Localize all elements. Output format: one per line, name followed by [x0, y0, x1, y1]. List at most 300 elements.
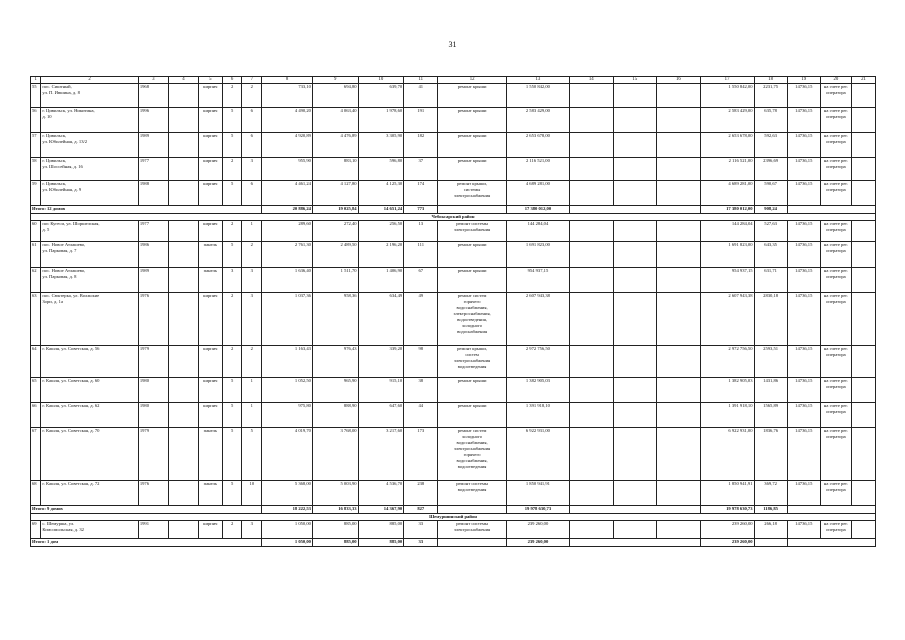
cell-year: 1979	[138, 428, 168, 481]
cell-spec: 631,71	[754, 268, 787, 293]
cell-c15	[613, 181, 657, 206]
subtotal-sum: 19 978 630,73	[700, 506, 754, 514]
cell-a2: 2 489,50	[312, 242, 358, 268]
cell-a3: 3 305,90	[358, 133, 404, 158]
cell-max: 14736,15	[787, 521, 820, 539]
cell-mat: кирпич	[198, 133, 222, 158]
page-number: 31	[448, 40, 457, 49]
subtotal-label: Итого: 9 домов	[31, 506, 262, 514]
cell-res: 182	[404, 133, 438, 158]
cell-c16	[657, 428, 701, 481]
cell-max: 14736,15	[787, 403, 820, 428]
cell-max: 14736,15	[787, 108, 820, 133]
table-row	[31, 428, 876, 481]
table-row	[31, 481, 876, 506]
cell-empty	[851, 346, 875, 378]
cell-a3: 885,00	[358, 521, 404, 539]
cell-acc: на счете рег. оператора	[820, 481, 851, 506]
cell-mat: кирпич	[198, 181, 222, 206]
cell-max: 14736,15	[787, 428, 820, 481]
cell-fl: 5	[222, 481, 242, 506]
cell-acc: на счете рег. оператора	[820, 108, 851, 133]
cell-sum: 1 850 941,91	[700, 481, 754, 506]
cell-a1: 289,60	[262, 221, 313, 242]
cell-spec: 635,78	[754, 108, 787, 133]
cell-year: 1968	[138, 84, 168, 108]
cell-res: 191	[404, 108, 438, 133]
cell-addr: г. Цивильск, ул. Никитина, д. 10	[41, 108, 138, 133]
cell-empty	[851, 481, 875, 506]
cell-a3: 4 125,30	[358, 181, 404, 206]
cell-a3: 3 217,60	[358, 428, 404, 481]
cell-addr: пос. Сюктерка, ул. Волжские Зори, д. 1а	[41, 293, 138, 346]
column-number: 11	[404, 77, 438, 84]
cell-a1: 1 163,43	[262, 346, 313, 378]
district-header-row	[31, 214, 876, 221]
cell-sum: 2 653 678,00	[700, 133, 754, 158]
cell-year: 1989	[138, 268, 168, 293]
cell-c4	[168, 346, 198, 378]
column-number: 14	[570, 77, 614, 84]
cell-a2: 888,90	[312, 403, 358, 428]
cell-c16	[657, 84, 701, 108]
column-number: 20	[820, 77, 851, 84]
cell-empty	[570, 539, 701, 547]
cell-en: 5	[242, 428, 262, 481]
cell-addr: г. Цивильск, ул. Шоссейная, д. 16	[41, 158, 138, 181]
cell-num: 55	[31, 84, 41, 108]
subtotal-residents: 827	[404, 506, 438, 514]
cell-en: 1	[242, 403, 262, 428]
cell-mat: панель	[198, 428, 222, 481]
table-row	[31, 242, 876, 268]
subtotal-residents: 33	[404, 539, 438, 547]
subtotal-row	[31, 539, 876, 547]
column-number: 12	[438, 77, 506, 84]
column-number: 1	[31, 77, 41, 84]
cell-c15	[613, 481, 657, 506]
cell-c4	[168, 378, 198, 403]
cell-mat: панель	[198, 242, 222, 268]
cell-fl: 3	[222, 268, 242, 293]
cell-c4	[168, 293, 198, 346]
cell-work: ремонт системы водоотведения	[438, 481, 506, 506]
cell-addr: с. Шемурша, ул. Комсомольская, д. 32	[41, 521, 138, 539]
cell-c14	[570, 378, 614, 403]
column-number: 19	[787, 77, 820, 84]
subtotal-area-living: 885,00	[312, 539, 358, 547]
cell-c16	[657, 181, 701, 206]
cell-acc: на счете рег. оператора	[820, 133, 851, 158]
cell-en: 10	[242, 481, 262, 506]
cell-fl: 2	[222, 158, 242, 181]
cell-empty	[851, 84, 875, 108]
cell-c14	[570, 133, 614, 158]
cell-res: 98	[404, 346, 438, 378]
cell-a1: 5 368,00	[262, 481, 313, 506]
cell-c4	[168, 158, 198, 181]
cell-cost: 1 550 842,00	[506, 84, 569, 108]
cell-a1: 2 761,30	[262, 242, 313, 268]
cell-mat: кирпич	[198, 108, 222, 133]
cell-year: 1980	[138, 378, 168, 403]
cell-year: 1977	[138, 158, 168, 181]
column-number: 17	[700, 77, 754, 84]
cell-num: 67	[31, 428, 41, 481]
cell-c4	[168, 481, 198, 506]
cell-num: 62	[31, 268, 41, 293]
cell-spec: 643,35	[754, 242, 787, 268]
cell-en: 3	[242, 521, 262, 539]
cell-spec: 592,63	[754, 133, 787, 158]
cell-empty	[851, 268, 875, 293]
cell-fl: 2	[222, 346, 242, 378]
subtotal-cost: 17 380 012,00	[506, 206, 569, 214]
cell-empty	[851, 378, 875, 403]
cell-num: 66	[31, 403, 41, 428]
subtotal-sum: 239 260,00	[700, 539, 754, 547]
cell-a3: 596,80	[358, 158, 404, 181]
cell-en: 6	[242, 181, 262, 206]
cell-max: 14736,15	[787, 346, 820, 378]
cell-empty	[851, 428, 875, 481]
cell-sum: 2 116 521,00	[700, 158, 754, 181]
subtotal-cost: 239 260,00	[506, 539, 569, 547]
cell-fl: 2	[222, 221, 242, 242]
cell-year: 1979	[138, 346, 168, 378]
subtotal-area-private: 14 367,90	[358, 506, 404, 514]
cell-c16	[657, 481, 701, 506]
cell-addr: пос Кугеси, ул. Шоршелская, д. 5	[41, 221, 138, 242]
cell-work: ремонт крыши	[438, 242, 506, 268]
cell-a3: 915,10	[358, 378, 404, 403]
cell-en: 2	[242, 346, 262, 378]
cell-acc: на счете рег. оператора	[820, 221, 851, 242]
cell-a1: 733,10	[262, 84, 313, 108]
column-number: 6	[222, 77, 242, 84]
cell-res: 38	[404, 378, 438, 403]
cell-cost: 954 937,15	[506, 268, 569, 293]
cell-max: 14736,15	[787, 84, 820, 108]
capital-repair-table	[30, 76, 876, 547]
cell-year: 1977	[138, 221, 168, 242]
cell-c15	[613, 346, 657, 378]
cell-a3: 634,49	[358, 293, 404, 346]
cell-a2: 4 063,40	[312, 108, 358, 133]
cell-a2: 976,43	[312, 346, 358, 378]
cell-c4	[168, 428, 198, 481]
cell-sum: 6 922 931,00	[700, 428, 754, 481]
cell-a3: 256,50	[358, 221, 404, 242]
cell-work: ремонт крыши, системы электроснабжения	[438, 181, 506, 206]
cell-res: 238	[404, 481, 438, 506]
cell-res: 111	[404, 242, 438, 268]
cell-c4	[168, 521, 198, 539]
cell-a2: 694,80	[312, 84, 358, 108]
cell-empty	[851, 293, 875, 346]
cell-max: 14736,15	[787, 242, 820, 268]
cell-a3: 4 536,70	[358, 481, 404, 506]
cell-num: 65	[31, 378, 41, 403]
cell-mat: кирпич	[198, 158, 222, 181]
cell-work: ремонт систем горячего водоснабжения, электроснабжения, водоотведения, холодного водоснабжения	[438, 293, 506, 346]
cell-acc: на счете рег. оператора	[820, 158, 851, 181]
cell-a2: 5 003,90	[312, 481, 358, 506]
cell-c16	[657, 221, 701, 242]
cell-cost: 239 260,00	[506, 521, 569, 539]
cell-sum: 2 583 429,00	[700, 108, 754, 133]
table-row	[31, 108, 876, 133]
cell-en: 1	[242, 221, 262, 242]
cell-empty	[570, 206, 701, 214]
cell-c15	[613, 221, 657, 242]
cell-c4	[168, 268, 198, 293]
cell-c14	[570, 481, 614, 506]
cell-a1: 4 490,20	[262, 108, 313, 133]
cell-a2: 883,10	[312, 158, 358, 181]
cell-res: 44	[404, 403, 438, 428]
cell-res: 67	[404, 268, 438, 293]
column-number: 4	[168, 77, 198, 84]
cell-year: 1991	[138, 521, 168, 539]
cell-empty	[851, 133, 875, 158]
cell-en: 3	[242, 268, 262, 293]
column-number: 5	[198, 77, 222, 84]
cell-cost: 6 922 931,00	[506, 428, 569, 481]
cell-cost: 2 972 756,50	[506, 346, 569, 378]
cell-en: 3	[242, 293, 262, 346]
cell-c4	[168, 181, 198, 206]
table-row	[31, 158, 876, 181]
subtotal-area-total: 20 886,24	[262, 206, 313, 214]
cell-c4	[168, 403, 198, 428]
cell-a2: 4 127,80	[312, 181, 358, 206]
column-number: 3	[138, 77, 168, 84]
table-row	[31, 521, 876, 539]
cell-num: 61	[31, 242, 41, 268]
subtotal-residents: 773	[404, 206, 438, 214]
cell-acc: на счете рег. оператора	[820, 403, 851, 428]
cell-cost: 2 583 429,00	[506, 108, 569, 133]
cell-sum: 2 607 943,38	[700, 293, 754, 346]
cell-num: 56	[31, 108, 41, 133]
cell-spec: 2396,69	[754, 158, 787, 181]
cell-mat: кирпич	[198, 378, 222, 403]
cell-work: ремонт систем холодного водоснабжения, электроснабжения горячего водоснабжения, водоотведения	[438, 428, 506, 481]
cell-empty	[851, 181, 875, 206]
cell-res: 37	[404, 158, 438, 181]
subtotal-area-living: 16 833,33	[312, 506, 358, 514]
cell-fl: 5	[222, 133, 242, 158]
cell-fl: 2	[222, 521, 242, 539]
cell-num: 60	[31, 221, 41, 242]
cell-a3: 2 196,20	[358, 242, 404, 268]
cell-spec: 2830,18	[754, 293, 787, 346]
cell-work: ремонт крыши, систем электроснабжения водоотведения	[438, 346, 506, 378]
cell-work: ремонт системы электроснабжения	[438, 521, 506, 539]
cell-acc: на счете рег. оператора	[820, 346, 851, 378]
cell-cost: 2 116 521,00	[506, 158, 569, 181]
cell-c14	[570, 268, 614, 293]
cell-year: 1980	[138, 403, 168, 428]
cell-work: ремонт крыши	[438, 403, 506, 428]
subtotal-specific-cost	[754, 539, 787, 547]
cell-c4	[168, 84, 198, 108]
subtotal-area-private: 885,00	[358, 539, 404, 547]
cell-max: 14736,15	[787, 481, 820, 506]
cell-addr: г. Цивильск, ул. Юбилейная, д. 9	[41, 181, 138, 206]
cell-acc: на счете рег. оператора	[820, 181, 851, 206]
cell-c15	[613, 428, 657, 481]
cell-c15	[613, 133, 657, 158]
cell-c16	[657, 108, 701, 133]
cell-sum: 1 691 823,00	[700, 242, 754, 268]
cell-c15	[613, 378, 657, 403]
cell-work: ремонт крыши	[438, 268, 506, 293]
cell-c14	[570, 521, 614, 539]
cell-a2: 965,90	[312, 378, 358, 403]
cell-empty	[851, 403, 875, 428]
cell-work: ремонт крыши	[438, 158, 506, 181]
cell-work: ремонт крыши	[438, 84, 506, 108]
table-row	[31, 403, 876, 428]
cell-c16	[657, 268, 701, 293]
subtotal-specific-cost: 908,24	[754, 206, 787, 214]
cell-res: 174	[404, 181, 438, 206]
cell-empty	[851, 108, 875, 133]
cell-c14	[570, 84, 614, 108]
cell-en: 2	[242, 84, 262, 108]
subtotal-area-living: 19 025,84	[312, 206, 358, 214]
cell-acc: на счете рег. оператора	[820, 428, 851, 481]
cell-sum: 954 937,15	[700, 268, 754, 293]
cell-cost: 1 391 918,10	[506, 403, 569, 428]
cell-addr: г. Кашля, ул. Советская, д. 62	[41, 403, 138, 428]
cell-c15	[613, 158, 657, 181]
cell-a1: 1 052,50	[262, 378, 313, 403]
column-number: 9	[312, 77, 358, 84]
cell-empty	[438, 539, 506, 547]
cell-empty	[851, 242, 875, 268]
cell-c15	[613, 242, 657, 268]
table-row	[31, 221, 876, 242]
subtotal-area-total: 1 050,00	[262, 539, 313, 547]
subtotal-specific-cost: 1186,85	[754, 506, 787, 514]
cell-work: ремонт системы электроснабжения	[438, 221, 506, 242]
cell-mat: кирпич	[198, 221, 222, 242]
cell-res: 173	[404, 428, 438, 481]
subtotal-row	[31, 206, 876, 214]
cell-a3: 339,20	[358, 346, 404, 378]
cell-c16	[657, 378, 701, 403]
cell-cost: 1 382 905,03	[506, 378, 569, 403]
cell-year: 1976	[138, 293, 168, 346]
cell-c14	[570, 293, 614, 346]
cell-sum: 1 391 918,10	[700, 403, 754, 428]
cell-num: 58	[31, 158, 41, 181]
column-number: 2	[41, 77, 138, 84]
cell-num: 57	[31, 133, 41, 158]
column-number: 21	[851, 77, 875, 84]
table-row	[31, 268, 876, 293]
cell-c4	[168, 133, 198, 158]
district-name: Шемуршинский район	[31, 514, 876, 521]
table-row	[31, 293, 876, 346]
cell-fl: 5	[222, 181, 242, 206]
table-row	[31, 181, 876, 206]
cell-c14	[570, 221, 614, 242]
cell-spec: 527,63	[754, 221, 787, 242]
cell-num: 69	[31, 521, 41, 539]
cell-max: 14736,15	[787, 293, 820, 346]
cell-empty	[851, 221, 875, 242]
cell-mat: кирпич	[198, 346, 222, 378]
cell-addr: г. Кашля, ул. Советская, д. 60	[41, 378, 138, 403]
cell-acc: на счете рег. оператора	[820, 521, 851, 539]
cell-max: 14736,15	[787, 221, 820, 242]
cell-acc: на счете рег. оператора	[820, 242, 851, 268]
cell-c15	[613, 108, 657, 133]
column-number: 16	[657, 77, 701, 84]
cell-empty	[787, 206, 875, 214]
cell-spec: 2231,75	[754, 84, 787, 108]
cell-c14	[570, 242, 614, 268]
cell-sum: 2 972 756,50	[700, 346, 754, 378]
cell-spec: 2593,51	[754, 346, 787, 378]
cell-c14	[570, 181, 614, 206]
cell-res: 33	[404, 521, 438, 539]
district-name: Чебоксарский район	[31, 214, 876, 221]
cell-spec: 266,18	[754, 521, 787, 539]
cell-c14	[570, 403, 614, 428]
cell-c16	[657, 242, 701, 268]
cell-mat: панель	[198, 268, 222, 293]
cell-sum: 1 550 842,00	[700, 84, 754, 108]
cell-num: 59	[31, 181, 41, 206]
cell-acc: на счете рег. оператора	[820, 378, 851, 403]
cell-a2: 272,40	[312, 221, 358, 242]
column-number: 13	[506, 77, 569, 84]
cell-a3: 639,70	[358, 84, 404, 108]
cell-a3: 1 406,90	[358, 268, 404, 293]
column-number-row	[31, 77, 876, 84]
cell-spec: 1836,76	[754, 428, 787, 481]
cell-c15	[613, 521, 657, 539]
cell-fl: 5	[222, 428, 242, 481]
cell-addr: пос. Новое Атлашево, ул. Парковая, д. 8	[41, 268, 138, 293]
cell-res: 13	[404, 221, 438, 242]
cell-a2: 3 768,00	[312, 428, 358, 481]
cell-empty	[851, 158, 875, 181]
cell-addr: г. Цивильск, ул. Юбилейная, д. 13/2	[41, 133, 138, 158]
column-number: 8	[262, 77, 313, 84]
cell-addr: г. Кашля, ул. Советская, д. 72	[41, 481, 138, 506]
cell-fl: 5	[222, 108, 242, 133]
cell-a2: 1 511,70	[312, 268, 358, 293]
cell-year: 1988	[138, 181, 168, 206]
district-header-row	[31, 514, 876, 521]
cell-cost: 2 653 678,00	[506, 133, 569, 158]
subtotal-area-private: 14 651,24	[358, 206, 404, 214]
cell-sum: 239 260,00	[700, 521, 754, 539]
cell-mat: кирпич	[198, 521, 222, 539]
cell-addr: г. Кашля, ул. Советская, д. 56	[41, 346, 138, 378]
cell-a1: 1 636,40	[262, 268, 313, 293]
cell-mat: кирпич	[198, 84, 222, 108]
cell-sum: 1 382 905,03	[700, 378, 754, 403]
cell-c15	[613, 268, 657, 293]
cell-year: 1996	[138, 108, 168, 133]
